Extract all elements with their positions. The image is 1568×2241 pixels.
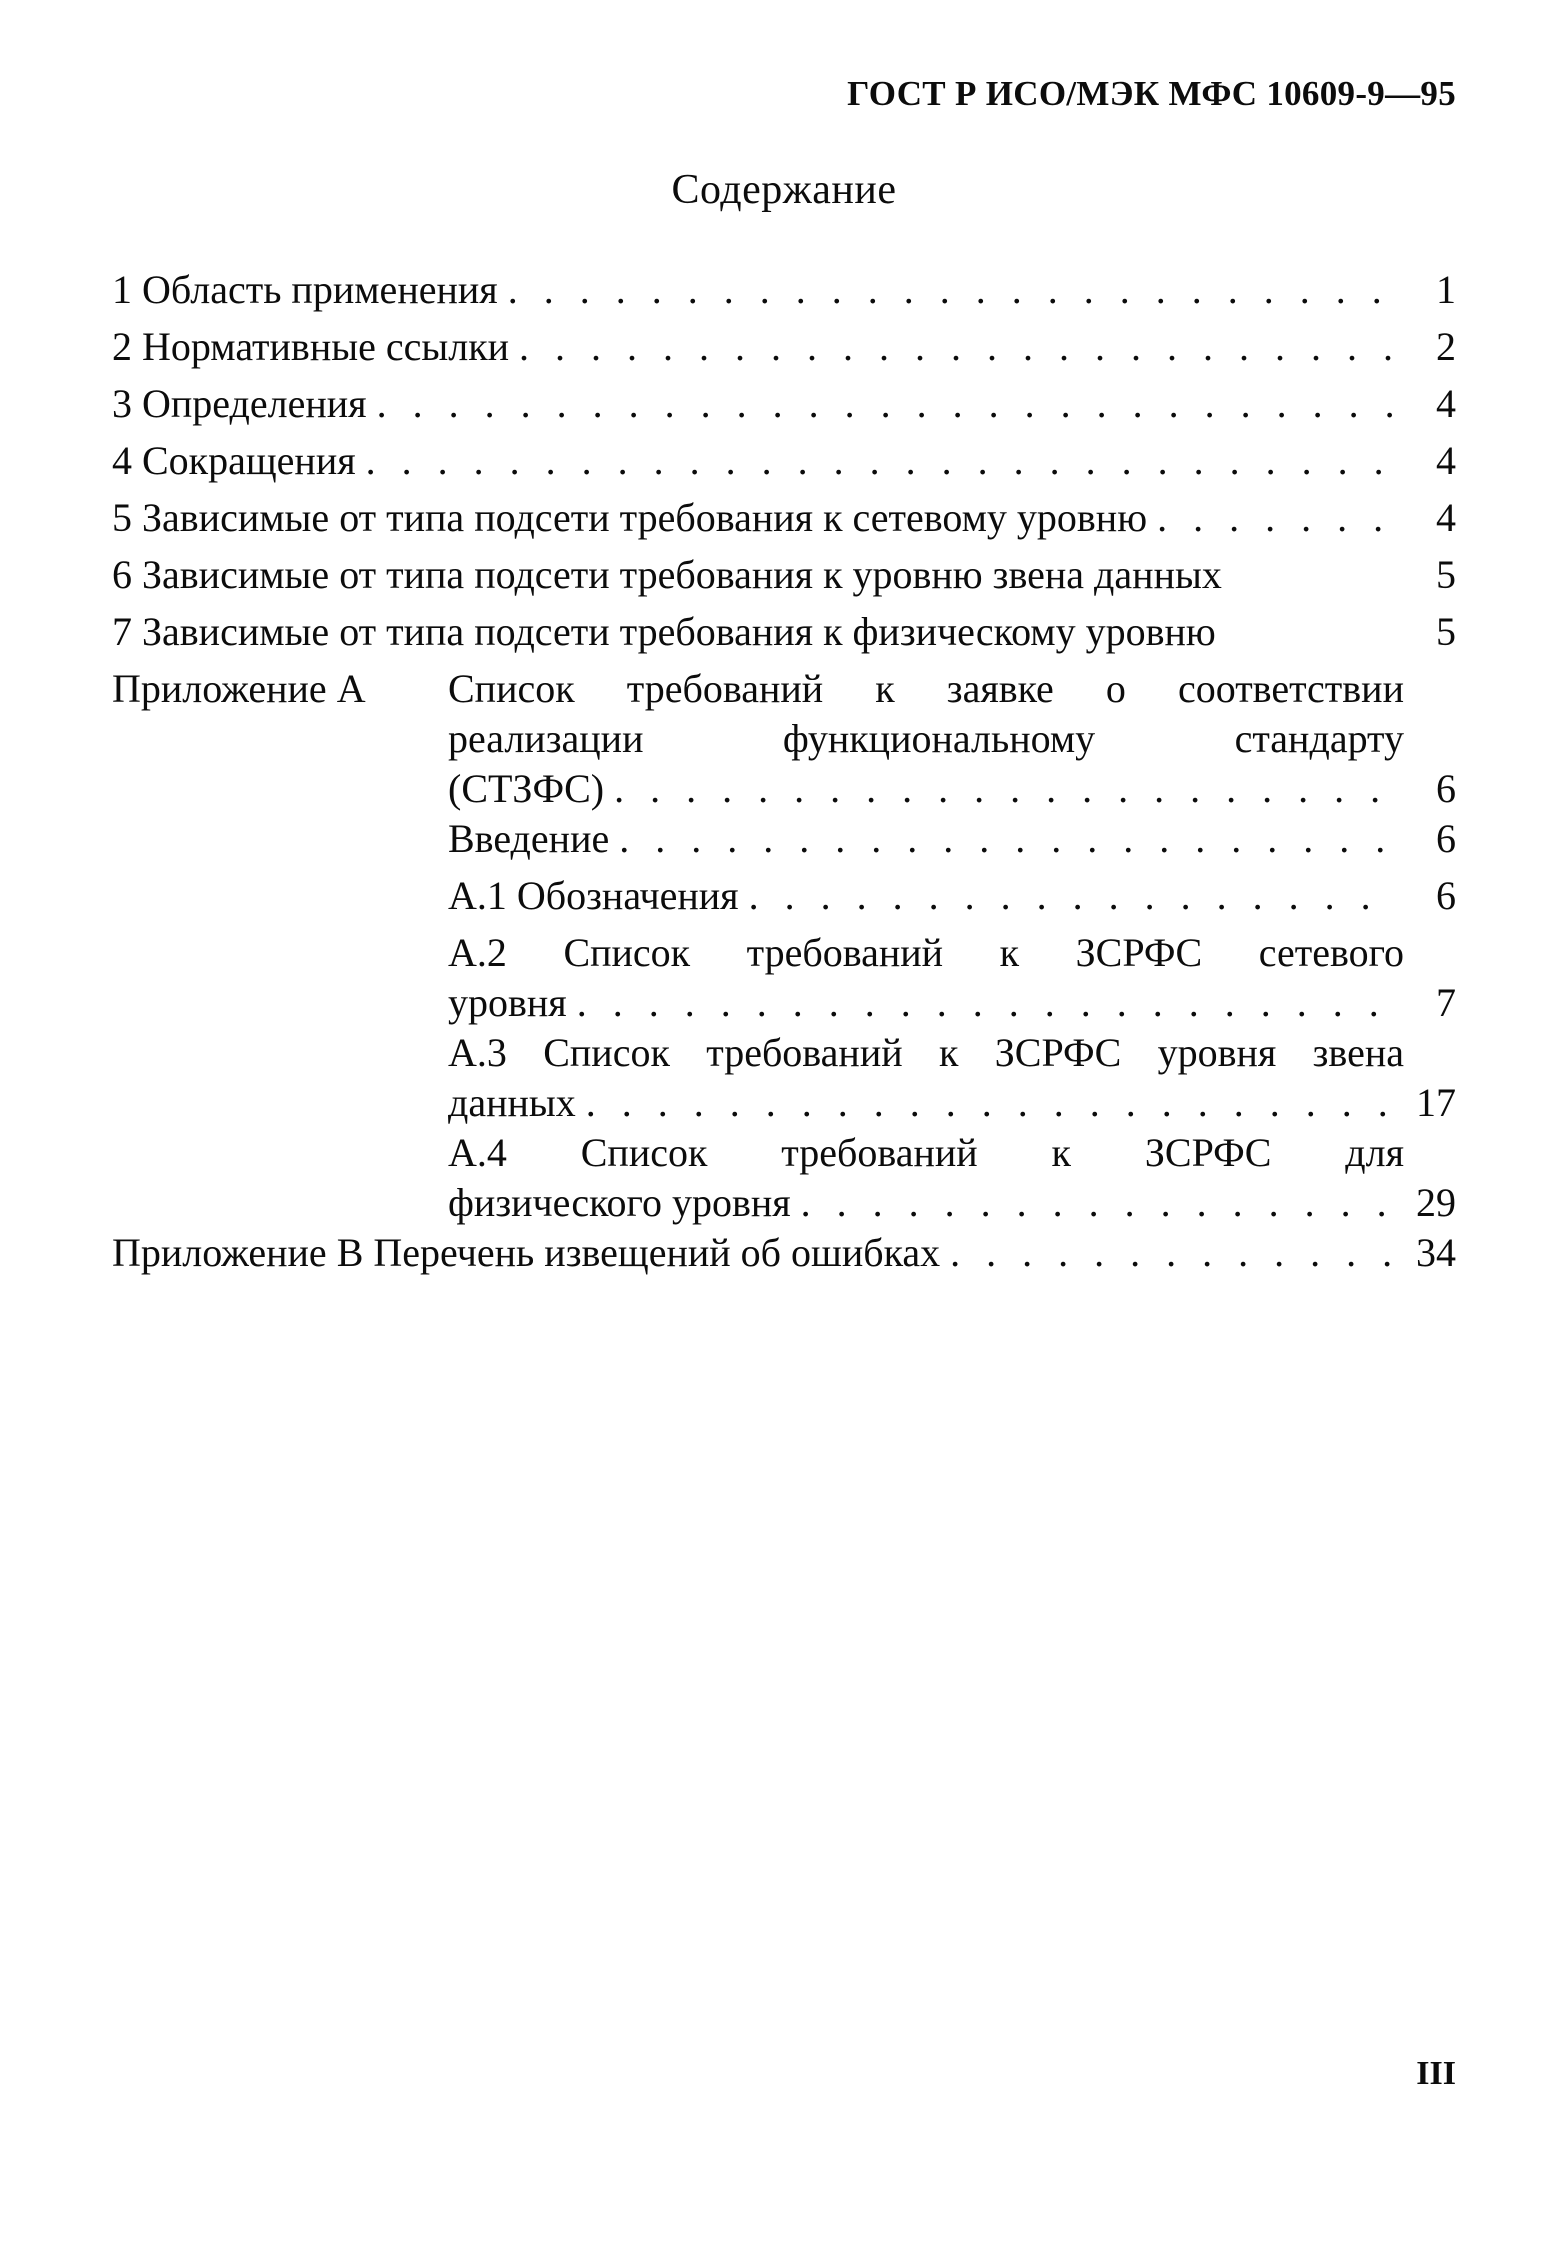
toc-item-page: 6 bbox=[1436, 816, 1456, 861]
toc-item-page: 4 bbox=[1436, 438, 1456, 483]
toc-item-label: 1 Область применения bbox=[112, 267, 498, 312]
toc-item bbox=[112, 1079, 1456, 1129]
toc-item bbox=[112, 1179, 1456, 1229]
dot-leader bbox=[366, 437, 1394, 484]
toc-item-page: 5 bbox=[1436, 552, 1456, 597]
toc-item-label: А.1 Обозначения bbox=[448, 873, 739, 918]
dot-leader bbox=[586, 1079, 1394, 1126]
dot-leader bbox=[950, 1229, 1394, 1276]
dot-leader bbox=[377, 380, 1394, 427]
toc-item-label: 5 Зависимые от типа подсети требования к сетевому уровню bbox=[112, 495, 1148, 540]
table-of-contents bbox=[112, 266, 1456, 1286]
dot-leader bbox=[1157, 494, 1394, 541]
toc-item-page: 1 bbox=[1436, 267, 1456, 312]
toc-item-page: 5 bbox=[1436, 609, 1456, 654]
toc-item bbox=[112, 765, 1456, 815]
toc-item bbox=[112, 551, 1456, 608]
appendix-a-prefix: Приложение А bbox=[112, 666, 366, 711]
appendix-a-title-line2: реализации функциональному стандарту bbox=[448, 716, 1404, 761]
toc-item bbox=[112, 380, 1456, 437]
dot-leader bbox=[749, 872, 1394, 919]
toc-item-page: 6 bbox=[1436, 873, 1456, 918]
toc-item-page: 34 bbox=[1416, 1230, 1456, 1275]
toc-item-page: 4 bbox=[1436, 381, 1456, 426]
toc-item bbox=[112, 437, 1456, 494]
toc-item-label: 2 Нормативные ссылки bbox=[112, 324, 510, 369]
toc-item-page: 7 bbox=[1436, 980, 1456, 1025]
toc-item-line2: данных bbox=[448, 1080, 576, 1125]
dot-leader bbox=[801, 1179, 1394, 1226]
toc-item-label: 4 Сокращения bbox=[112, 438, 356, 483]
toc-item-label: Введение bbox=[448, 816, 610, 861]
toc-item bbox=[112, 494, 1456, 551]
toc-item bbox=[112, 608, 1456, 665]
toc-item-line2: физического уровня bbox=[448, 1180, 791, 1225]
toc-item-label: 3 Определения bbox=[112, 381, 367, 426]
toc-item-line2: уровня bbox=[448, 980, 567, 1025]
toc-item bbox=[112, 266, 1456, 323]
toc-item bbox=[112, 979, 1456, 1029]
dot-leader bbox=[519, 323, 1394, 370]
appendix-a-title-line1: Список требований к заявке о соответствии bbox=[448, 666, 1404, 711]
toc-item-label: 7 Зависимые от типа подсети требования к физическому уровню bbox=[112, 609, 1216, 654]
toc-item-line1: А.2 Список требований к ЗСРФС сетевого bbox=[448, 930, 1404, 975]
toc-item bbox=[112, 872, 1456, 929]
toc-item-page: 6 bbox=[1436, 766, 1456, 811]
toc-item-label: 6 Зависимые от типа подсети требования к уровню звена данных bbox=[112, 552, 1222, 597]
toc-appendix-a bbox=[112, 665, 1456, 715]
dot-leader bbox=[577, 979, 1394, 1026]
toc-item-line1: А.4 Список требований к ЗСРФС для bbox=[448, 1130, 1404, 1175]
page-folio: III bbox=[1416, 2055, 1456, 2092]
dot-leader bbox=[508, 266, 1394, 313]
document-standard-code: ГОСТ Р ИСО/МЭК МФС 10609-9—95 bbox=[847, 74, 1456, 113]
toc-item-label: Приложение В Перечень извещений об ошибках bbox=[112, 1230, 941, 1275]
toc-item bbox=[112, 815, 1456, 872]
dot-leader bbox=[619, 815, 1394, 862]
toc-item-page: 2 bbox=[1436, 324, 1456, 369]
dot-leader bbox=[614, 765, 1394, 812]
toc-item bbox=[112, 323, 1456, 380]
toc-item-page: 29 bbox=[1416, 1180, 1456, 1225]
toc-appendix-b bbox=[112, 1229, 1456, 1286]
page-title: Содержание bbox=[671, 167, 897, 213]
toc-item-line1: А.3 Список требований к ЗСРФС уровня звена bbox=[448, 1030, 1404, 1075]
toc-item-page: 4 bbox=[1436, 495, 1456, 540]
appendix-a-title-line3: (СТЗФС) bbox=[448, 766, 605, 811]
toc-item-page: 17 bbox=[1416, 1080, 1456, 1125]
